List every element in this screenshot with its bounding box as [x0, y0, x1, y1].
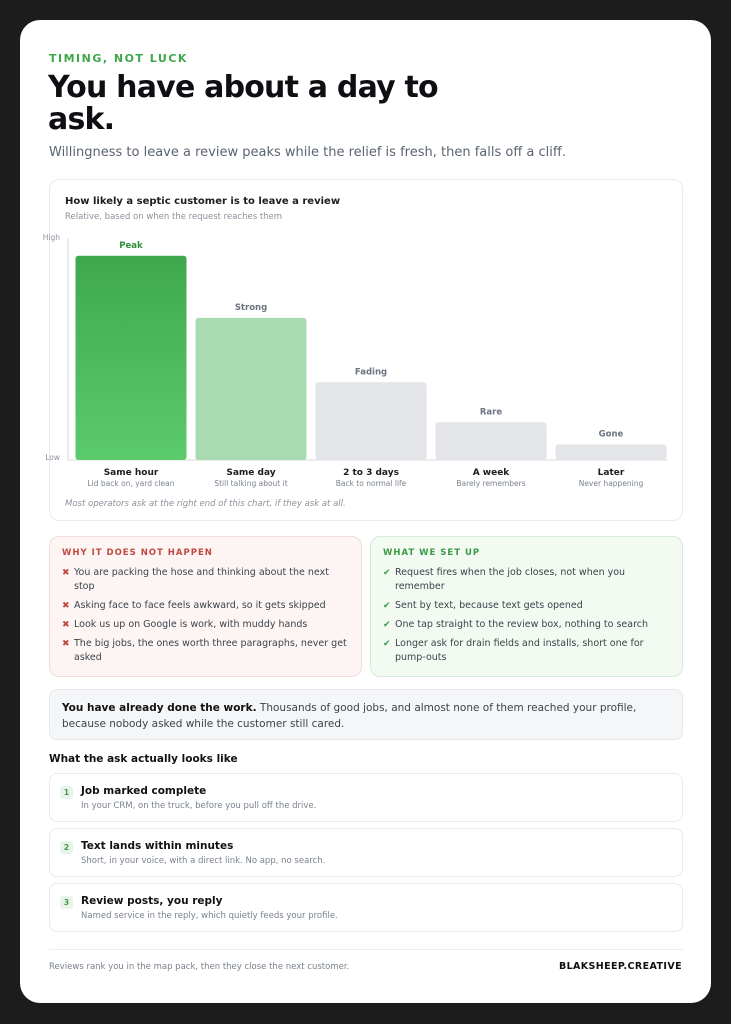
footer-divider: [49, 949, 683, 950]
step-card: [49, 828, 683, 877]
callout-text: Thousands of good jobs, and almost none of them reached your profile, because nobody asked while the customer still cared.: [62, 702, 637, 730]
list-item: [383, 599, 670, 613]
step-number: 3: [60, 896, 73, 909]
callout-box: [49, 689, 683, 740]
list-item: [62, 566, 349, 594]
y-axis-high-label: High: [42, 233, 60, 242]
x-tick-sublabel: Never happening: [578, 479, 644, 488]
list-item-text: Asking face to face feels awkward, so it gets skipped: [74, 600, 326, 611]
x-tick-label: A week: [472, 468, 510, 478]
cross-icon: ✖: [62, 568, 70, 578]
check-icon: ✔: [383, 601, 391, 611]
list-item: [62, 637, 349, 665]
x-tick-label: 2 to 3 days: [343, 468, 399, 478]
footer-note: Reviews rank you in the map pack, then they close the next customer.: [49, 962, 350, 972]
list-item: [383, 637, 670, 665]
x-tick-sublabel: Back to normal life: [335, 479, 407, 488]
we-set-up-heading: WHAT WE SET UP: [383, 548, 481, 558]
why-not-heading: WHY IT DOES NOT HAPPEN: [62, 548, 213, 558]
x-tick-label: Same hour: [103, 468, 159, 478]
list-item-text: The big jobs, the ones worth three paragraphs, never get asked: [74, 638, 347, 663]
callout-bold: You have already done the work.: [62, 702, 257, 714]
why-not-panel: [49, 536, 362, 677]
step-description: In your CRM, on the truck, before you pull off the drive.: [81, 801, 317, 811]
step-title: Job marked complete: [81, 785, 207, 797]
step-title: Review posts, you reply: [81, 895, 223, 907]
cross-icon: ✖: [62, 639, 70, 649]
bar-same-hour: [76, 256, 187, 460]
list-item: [62, 599, 349, 613]
list-item-text: Longer ask for drain fields and installs, short one for pump-outs: [395, 638, 644, 663]
x-tick-label: Same day: [226, 468, 276, 478]
list-item: [62, 618, 349, 632]
check-icon: ✔: [383, 620, 391, 630]
check-icon: ✔: [383, 568, 391, 578]
x-tick-sublabel: Lid back on, yard clean: [87, 479, 175, 488]
list-item-text: Request fires when the job closes, not when you remember: [395, 567, 626, 592]
page-title: You have about a day to ask.: [48, 70, 438, 137]
bar-a-week: [436, 422, 547, 460]
we-set-up-panel: [370, 536, 683, 677]
bar-data-label: Rare: [479, 407, 503, 418]
step-card: [49, 773, 683, 822]
x-tick-sublabel: Barely remembers: [456, 479, 526, 488]
x-tick-sublabel: Still talking about it: [214, 479, 288, 488]
check-icon: ✔: [383, 639, 391, 649]
chart-card: [42, 179, 683, 521]
page-card: [20, 20, 711, 1003]
eyebrow: TIMING, NOT LUCK: [49, 52, 188, 65]
chart-title: How likely a septic customer is to leave a review: [65, 196, 341, 207]
list-item-text: Look us up on Google is work, with muddy hands: [74, 619, 308, 630]
cross-icon: ✖: [62, 620, 70, 630]
step-description: Short, in your voice, with a direct link. No app, no search.: [81, 856, 326, 866]
bar-data-label: Peak: [119, 240, 143, 251]
list-item: [383, 618, 670, 632]
step-number: 2: [60, 841, 73, 854]
list-item-text: One tap straight to the review box, nothing to search: [395, 619, 649, 630]
chart-subtitle: Relative, based on when the request reaches them: [65, 212, 283, 222]
cross-icon: ✖: [62, 601, 70, 611]
step-card: [49, 883, 683, 932]
bar-later: [556, 444, 667, 460]
list-item-text: Sent by text, because text gets opened: [395, 600, 583, 611]
bar-data-label: Gone: [598, 429, 624, 440]
list-item: [383, 566, 670, 594]
steps-title: What the ask actually looks like: [49, 753, 238, 765]
list-item-text: You are packing the hose and thinking about the next stop: [74, 567, 329, 592]
bar-data-label: Strong: [234, 302, 268, 313]
page-subtitle: Willingness to leave a review peaks while the relief is fresh, then falls off a cliff.: [49, 145, 566, 160]
review-likelihood-chart: [42, 180, 684, 522]
x-tick-label: Later: [597, 468, 625, 478]
bar-data-label: Fading: [354, 367, 388, 378]
step-description: Named service in the reply, which quietly feeds your profile.: [81, 911, 338, 921]
brand-logo: BLAKSHEEP.CREATIVE: [558, 961, 682, 972]
bar-same-day: [196, 318, 307, 460]
step-number: 1: [60, 786, 73, 799]
bar-2-to-3-days: [316, 382, 427, 460]
chart-note: Most operators ask at the right end of this chart, if they ask at all.: [65, 499, 346, 509]
step-title: Text lands within minutes: [81, 840, 234, 852]
y-axis-low-label: Low: [45, 453, 60, 462]
